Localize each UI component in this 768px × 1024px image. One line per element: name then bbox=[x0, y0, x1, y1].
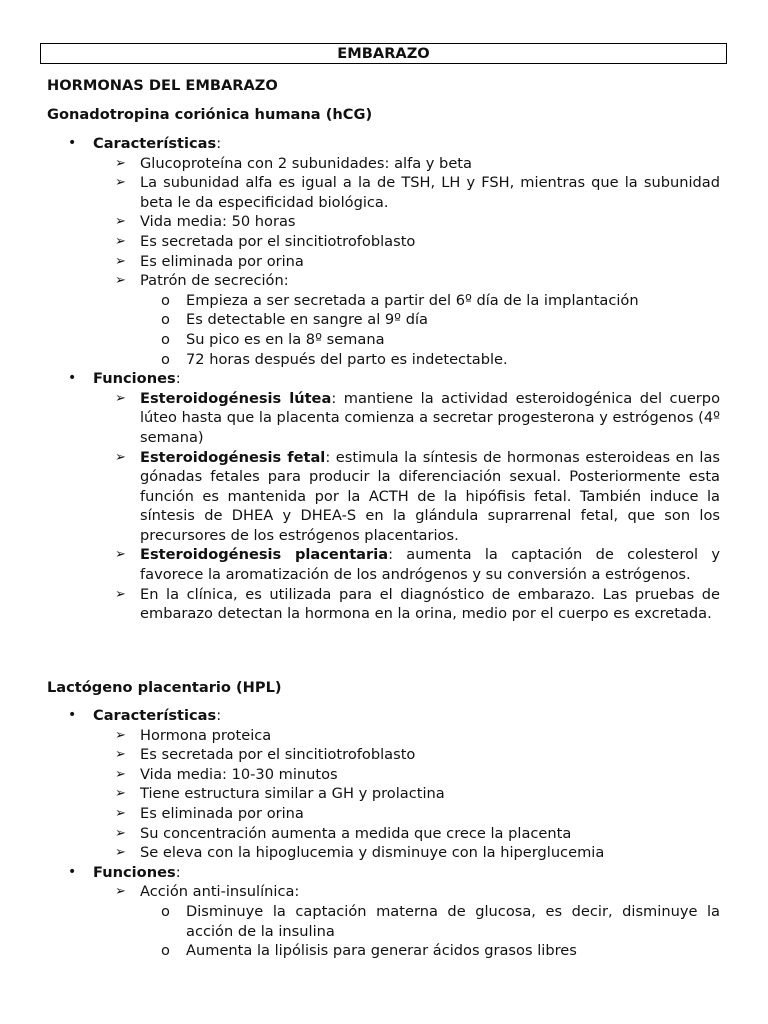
list-item: ➢ Es secretada por el sincitiotrofoblasto bbox=[115, 746, 416, 764]
hcg-section bbox=[0, 134, 768, 624]
list-item: ➢ Esteroidogénesis fetal: estimula la síntesis de hormonas esteroideas en las gónadas fetales para producir la diferenciación sexual. Posteriormente esta función es mantenida por la ACTH de la hipófisis fetal. También induce la síntesis de DHEA y DHEA-S en la glándula suprarrenal fetal, que son los precursores de los estrógenos placentarios. bbox=[115, 448, 721, 544]
arrow-bullet-icon: ➢ bbox=[115, 253, 126, 269]
hcg-caracteristicas-item: • Características: bbox=[68, 135, 222, 152]
circle-bullet-icon: o bbox=[161, 902, 170, 920]
list-item: ➢ Es eliminada por orina bbox=[115, 804, 304, 822]
sub-list-item: o Aumenta la lipólisis para generar ácidos grasos libres bbox=[161, 942, 577, 960]
sub-list-item: o Su pico es en la 8º semana bbox=[161, 330, 385, 348]
bullet-icon: • bbox=[68, 863, 77, 880]
arrow-bullet-icon: ➢ bbox=[115, 884, 126, 900]
document-title: EMBARAZO bbox=[40, 43, 727, 64]
bullet-icon: • bbox=[68, 135, 77, 151]
arrow-bullet-icon: ➢ bbox=[115, 547, 126, 563]
list-item: ➢ Vida media: 50 horas bbox=[115, 213, 296, 231]
list-item: ➢ En la clínica, es utilizada para el diagnóstico de embarazo. Las pruebas de embarazo detectan la hormona en la orina, medio por el cuerpo es excretada. bbox=[115, 585, 720, 623]
hpl-section bbox=[0, 706, 768, 961]
list-item: ➢ Glucoproteína con 2 subunidades: alfa y beta bbox=[115, 154, 472, 172]
circle-bullet-icon: o bbox=[161, 311, 170, 329]
bullet-icon: • bbox=[68, 370, 77, 387]
hpl-heading: Lactógeno placentario (HPL) bbox=[47, 679, 282, 696]
arrow-bullet-icon: ➢ bbox=[115, 805, 126, 821]
circle-bullet-icon: o bbox=[161, 330, 170, 348]
list-item: ➢ Es eliminada por orina bbox=[115, 252, 304, 270]
arrow-bullet-icon: ➢ bbox=[115, 155, 126, 171]
arrow-bullet-icon: ➢ bbox=[115, 825, 126, 841]
list-item: ➢ Acción anti-insulínica: bbox=[115, 883, 300, 901]
sub-list-item: o Disminuye la captación materna de glucosa, es decir, disminuye la acción de la insulina bbox=[161, 902, 720, 940]
arrow-bullet-icon: ➢ bbox=[115, 449, 126, 465]
circle-bullet-icon: o bbox=[161, 291, 170, 309]
list-item: ➢ Vida media: 10-30 minutos bbox=[115, 765, 338, 783]
arrow-bullet-icon: ➢ bbox=[115, 214, 126, 230]
arrow-bullet-icon: ➢ bbox=[115, 586, 126, 602]
arrow-bullet-icon: ➢ bbox=[115, 747, 126, 763]
arrow-bullet-icon: ➢ bbox=[115, 845, 126, 861]
arrow-bullet-icon: ➢ bbox=[115, 273, 126, 289]
arrow-bullet-icon: ➢ bbox=[115, 786, 126, 802]
arrow-bullet-icon: ➢ bbox=[115, 766, 126, 782]
list-item: ➢ Esteroidogénesis placentaria: aumenta la captación de colesterol y favorece la aromatización de los andrógenos y su conversión a estrógenos. bbox=[115, 546, 720, 584]
list-item: ➢ Tiene estructura similar a GH y prolactina bbox=[115, 785, 445, 803]
sub-list-item: o Empieza a ser secretada a partir del 6º día de la implantación bbox=[161, 291, 639, 309]
circle-bullet-icon: o bbox=[161, 350, 170, 368]
arrow-bullet-icon: ➢ bbox=[115, 233, 126, 249]
list-item: ➢ Se eleva con la hipoglucemia y disminuye con la hiperglucemia bbox=[115, 844, 605, 862]
hcg-funciones-item: • Funciones: bbox=[68, 370, 181, 388]
list-item: ➢ Patrón de secreción: bbox=[115, 272, 289, 290]
hpl-funciones-item: • Funciones: bbox=[68, 863, 181, 881]
list-item: ➢ La subunidad alfa es igual a la de TSH, LH y FSH, mientras que la subunidad beta le da especificidad biológica. bbox=[115, 174, 720, 211]
list-item: ➢ Esteroidogénesis lútea: mantiene la actividad esteroidogénica del cuerpo lúteo hasta que la placenta comienza a secretar progesterona y estrógenos (4º semana) bbox=[115, 389, 720, 446]
arrow-bullet-icon: ➢ bbox=[115, 727, 126, 743]
sub-list-item: o 72 horas después del parto es indetectable. bbox=[161, 350, 508, 368]
bullet-icon: • bbox=[68, 707, 77, 723]
hcg-heading: Gonadotropina coriónica humana (hCG) bbox=[47, 106, 373, 123]
sub-list-item: o Es detectable en sangre al 9º día bbox=[161, 311, 428, 329]
arrow-bullet-icon: ➢ bbox=[115, 390, 126, 406]
list-item: ➢ Su concentración aumenta a medida que crece la placenta bbox=[115, 824, 572, 842]
arrow-bullet-icon: ➢ bbox=[115, 175, 126, 191]
section-title: HORMONAS DEL EMBARAZO bbox=[47, 77, 278, 94]
list-item: ➢ Hormona proteica bbox=[115, 726, 272, 744]
list-item: ➢ Es secretada por el sincitiotrofoblasto bbox=[115, 232, 416, 250]
circle-bullet-icon: o bbox=[161, 942, 170, 960]
hpl-caracteristicas-item: • Características: bbox=[68, 707, 222, 724]
